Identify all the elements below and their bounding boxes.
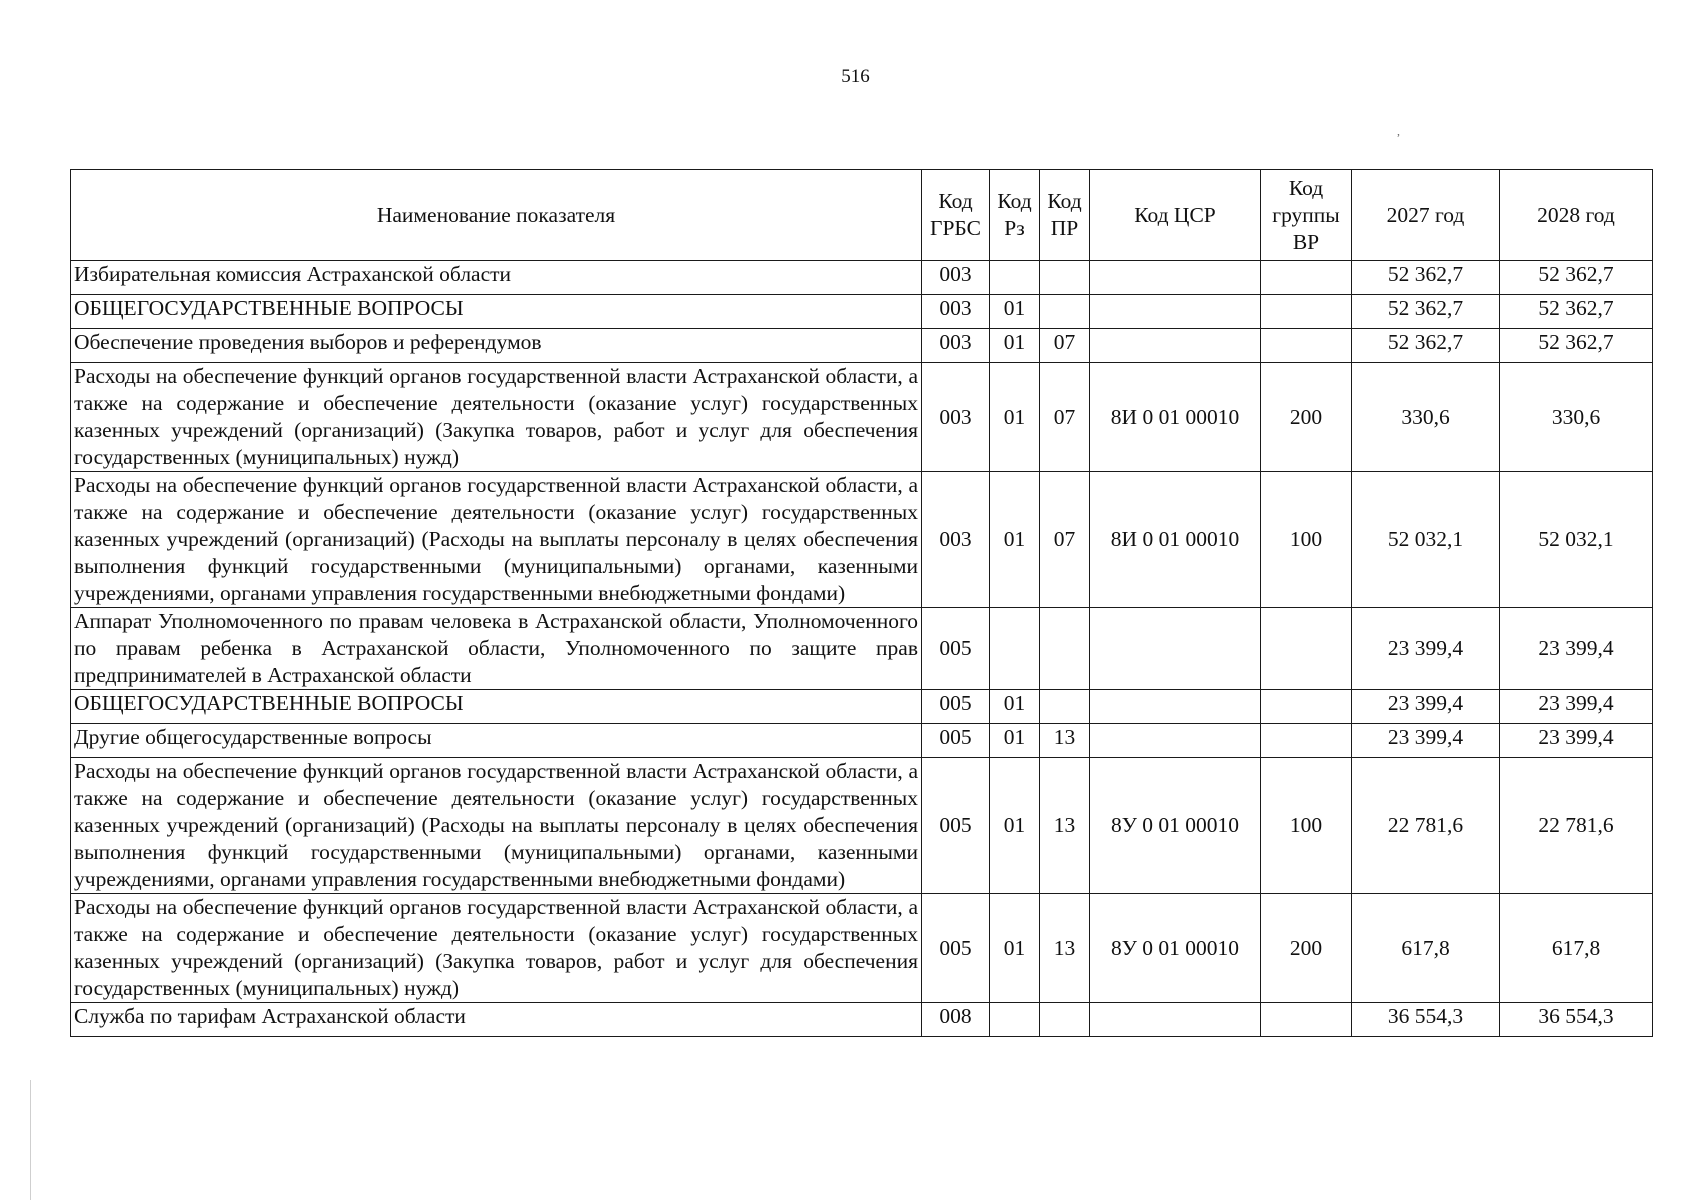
row-2028: 22 781,6 <box>1500 758 1653 894</box>
row-pr <box>1040 690 1090 724</box>
row-name: Аппарат Уполномоченного по правам человека в Астраханской области, Уполномоченного по правам ребенка в Астраханской области, Уполномоченного по защите прав предпринимателей в Астраханской области <box>71 608 922 690</box>
row-pr <box>1040 608 1090 690</box>
row-csr: 8У 0 01 00010 <box>1090 758 1261 894</box>
row-csr: 8У 0 01 00010 <box>1090 894 1261 1003</box>
row-name: Избирательная комиссия Астраханской области <box>71 261 922 295</box>
row-csr <box>1090 690 1261 724</box>
row-pr: 07 <box>1040 329 1090 363</box>
row-grbs: 003 <box>922 329 990 363</box>
row-grbs: 005 <box>922 690 990 724</box>
row-2028: 36 554,3 <box>1500 1003 1653 1037</box>
header-2027: 2027 год <box>1352 170 1500 261</box>
row-pr: 13 <box>1040 758 1090 894</box>
table-row <box>71 724 1653 758</box>
row-vr <box>1261 608 1352 690</box>
row-csr <box>1090 295 1261 329</box>
header-name: Наименование показателя <box>71 170 922 261</box>
row-rz: 01 <box>990 690 1040 724</box>
row-grbs: 005 <box>922 724 990 758</box>
scan-mark: , <box>1397 124 1400 138</box>
row-grbs: 005 <box>922 758 990 894</box>
row-grbs: 005 <box>922 608 990 690</box>
row-2028: 52 362,7 <box>1500 329 1653 363</box>
row-vr <box>1261 261 1352 295</box>
row-name: Расходы на обеспечение функций органов государственной власти Астраханской области, а также на содержание и обеспечение деятельности (оказание услуг) государственных казенных учреждений (организаций) (Расходы на выплаты персоналу в целях обеспечения выполнения функций государственными (муниципальными) органами, казенными учреждениями, органами управления государственными внебюджетными фондами) <box>71 758 922 894</box>
row-vr <box>1261 724 1352 758</box>
row-2028: 52 362,7 <box>1500 261 1653 295</box>
row-2027: 617,8 <box>1352 894 1500 1003</box>
row-csr <box>1090 261 1261 295</box>
row-2028: 23 399,4 <box>1500 608 1653 690</box>
table-row <box>71 472 1653 608</box>
row-csr <box>1090 1003 1261 1037</box>
row-grbs: 003 <box>922 295 990 329</box>
row-2028: 23 399,4 <box>1500 690 1653 724</box>
row-2027: 330,6 <box>1352 363 1500 472</box>
row-2028: 52 362,7 <box>1500 295 1653 329</box>
row-csr: 8И 0 01 00010 <box>1090 472 1261 608</box>
row-grbs: 003 <box>922 472 990 608</box>
row-name: Расходы на обеспечение функций органов государственной власти Астраханской области, а также на содержание и обеспечение деятельности (оказание услуг) государственных казенных учреждений (организаций) (Расходы на выплаты персоналу в целях обеспечения выполнения функций государственными (муниципальными) органами, казенными учреждениями, органами управления государственными внебюджетными фондами) <box>71 472 922 608</box>
row-name: Расходы на обеспечение функций органов государственной власти Астраханской области, а также на содержание и обеспечение деятельности (оказание услуг) государственных казенных учреждений (организаций) (Закупка товаров, работ и услуг для обеспечения государственных (муниципальных) нужд) <box>71 894 922 1003</box>
row-rz <box>990 1003 1040 1037</box>
row-pr <box>1040 1003 1090 1037</box>
row-2027: 23 399,4 <box>1352 724 1500 758</box>
row-name: ОБЩЕГОСУДАРСТВЕННЫЕ ВОПРОСЫ <box>71 295 922 329</box>
row-grbs: 003 <box>922 363 990 472</box>
budget-table <box>70 169 1653 1037</box>
row-csr <box>1090 329 1261 363</box>
row-rz <box>990 261 1040 295</box>
row-vr <box>1261 329 1352 363</box>
row-pr <box>1040 295 1090 329</box>
row-2027: 52 362,7 <box>1352 295 1500 329</box>
header-rz: Код Рз <box>990 170 1040 261</box>
row-rz: 01 <box>990 295 1040 329</box>
table-row <box>71 363 1653 472</box>
table-row <box>71 608 1653 690</box>
row-rz: 01 <box>990 329 1040 363</box>
row-grbs: 003 <box>922 261 990 295</box>
row-vr: 200 <box>1261 894 1352 1003</box>
header-2028: 2028 год <box>1500 170 1653 261</box>
row-rz: 01 <box>990 724 1040 758</box>
table-row <box>71 329 1653 363</box>
header-pr: Код ПР <box>1040 170 1090 261</box>
table-row <box>71 1003 1653 1037</box>
row-grbs: 008 <box>922 1003 990 1037</box>
row-vr <box>1261 690 1352 724</box>
page-number: 516 <box>841 66 870 87</box>
row-pr: 07 <box>1040 363 1090 472</box>
row-csr <box>1090 724 1261 758</box>
row-vr <box>1261 295 1352 329</box>
row-vr: 100 <box>1261 758 1352 894</box>
row-2027: 52 362,7 <box>1352 261 1500 295</box>
row-rz: 01 <box>990 472 1040 608</box>
row-grbs: 005 <box>922 894 990 1003</box>
table-row <box>71 295 1653 329</box>
row-rz: 01 <box>990 894 1040 1003</box>
row-name: Обеспечение проведения выборов и референдумов <box>71 329 922 363</box>
row-2028: 23 399,4 <box>1500 724 1653 758</box>
table-row <box>71 894 1653 1003</box>
row-name: Расходы на обеспечение функций органов государственной власти Астраханской области, а также на содержание и обеспечение деятельности (оказание услуг) государственных казенных учреждений (организаций) (Закупка товаров, работ и услуг для обеспечения государственных (муниципальных) нужд) <box>71 363 922 472</box>
row-2027: 52 032,1 <box>1352 472 1500 608</box>
row-vr: 100 <box>1261 472 1352 608</box>
row-rz: 01 <box>990 758 1040 894</box>
row-2028: 617,8 <box>1500 894 1653 1003</box>
row-csr <box>1090 608 1261 690</box>
row-2027: 52 362,7 <box>1352 329 1500 363</box>
row-2028: 52 032,1 <box>1500 472 1653 608</box>
header-grbs: Код ГРБС <box>922 170 990 261</box>
row-pr: 13 <box>1040 894 1090 1003</box>
row-2027: 23 399,4 <box>1352 608 1500 690</box>
row-name: Другие общегосударственные вопросы <box>71 724 922 758</box>
row-rz: 01 <box>990 363 1040 472</box>
header-vr: Код группы ВР <box>1261 170 1352 261</box>
row-2027: 36 554,3 <box>1352 1003 1500 1037</box>
row-2027: 23 399,4 <box>1352 690 1500 724</box>
table-row <box>71 758 1653 894</box>
row-2028: 330,6 <box>1500 363 1653 472</box>
header-csr: Код ЦСР <box>1090 170 1261 261</box>
row-name: ОБЩЕГОСУДАРСТВЕННЫЕ ВОПРОСЫ <box>71 690 922 724</box>
row-2027: 22 781,6 <box>1352 758 1500 894</box>
row-vr: 200 <box>1261 363 1352 472</box>
row-pr: 07 <box>1040 472 1090 608</box>
row-vr <box>1261 1003 1352 1037</box>
table-row <box>71 261 1653 295</box>
row-pr <box>1040 261 1090 295</box>
table-row <box>71 690 1653 724</box>
table-header-row <box>71 170 1653 261</box>
scan-edge-line <box>30 1080 31 1200</box>
row-pr: 13 <box>1040 724 1090 758</box>
row-name: Служба по тарифам Астраханской области <box>71 1003 922 1037</box>
row-csr: 8И 0 01 00010 <box>1090 363 1261 472</box>
row-rz <box>990 608 1040 690</box>
